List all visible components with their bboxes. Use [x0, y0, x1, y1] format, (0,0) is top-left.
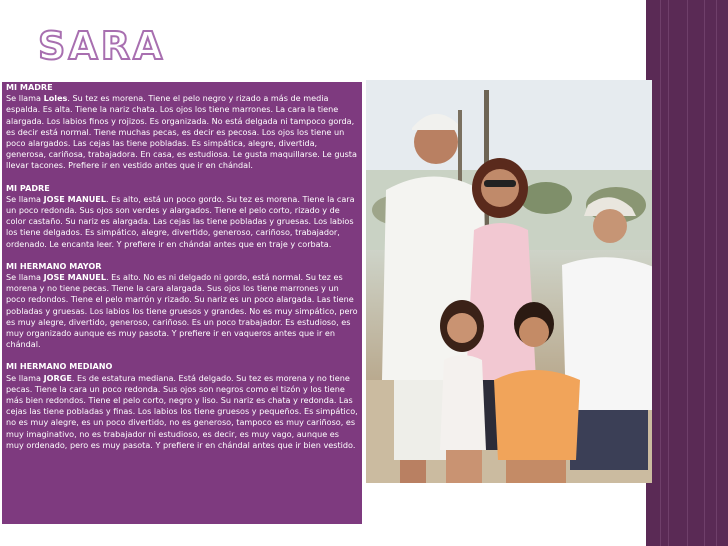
person-name: JOSE MANUEL — [43, 193, 106, 204]
description-panel — [2, 82, 362, 524]
section-hermano-mediano — [6, 361, 358, 451]
section-heading: MI MADRE — [6, 82, 53, 92]
section-text: Se llama Loles. Su tez es morena. Tiene el pelo negro y rizado a más de media espalda. Es alta. Tiene la nariz chata. Los ojos los tiene marrones. La cara la tiene alargada. Los labios finos y rojizos. Es organizada. No está delgada ni tampoco gorda, es decir está normal. Tiene muchas pecas, es decir es pecosa. Los ojos los tiene un poco alargados. Las cejas las tiene pobladas. Es simpática, alegre, divertida, generosa, cariñosa, trabajadora. En casa, es estudiosa. Le gusta maquillarse. Le gusta llevar tacones. Prefiere ir en vestido antes que ir en chándal. — [6, 93, 357, 171]
person-name: JORGE — [43, 372, 72, 383]
section-hermano-mayor — [6, 261, 358, 351]
section-padre — [6, 183, 358, 250]
section-heading: MI HERMANO MEDIANO — [6, 361, 113, 372]
person-name: JOSE MANUEL — [43, 272, 106, 283]
section-text: Se llama JOSE MANUEL. Es alto, está un poco gordo. Su tez es morena. Tiene la cara un poco redonda. Sus ojos son verdes y alargados. Tiene el pelo corto, rizado y de color castaño. Su nariz es alargada. Las cejas las tiene pobladas y gruesas. Los labios los tiene delgados. Es simpático, alegre, divertido, generoso, cariñoso, trabajador, ordenado. Le encanta leer. Y prefiere ir en chándal antes que en traje y corbata. — [6, 193, 355, 249]
family-photo — [366, 80, 652, 483]
decorative-right-band — [646, 0, 728, 546]
section-text: Se llama JORGE. Es de estatura mediana. Está delgado. Su tez es morena y no tiene pecas. Tiene la cara un poco redonda. Sus ojos son negros como el tizón y los tiene más bien redondos. Tiene el pelo corto, negro y liso. Su nariz es chata y redonda. Las cejas las tiene pobladas y finas. Los labios los tiene gruesos y pequeños. Es simpático, no es muy alegre, es un poco divertido, no es generoso, tampoco es muy cariñoso, es muy imaginativo, no es trabajador ni estudioso, es decir, es muy vago, aunque es muy ordenado, pero es muy pasota. Y prefiere ir en chándal antes que ir bien vestido. — [6, 372, 358, 450]
section-text: Se llama JOSE MANUEL. Es alto. No es ni delgado ni gordo, está normal. Su tez es morena y no tiene pecas. Tiene la cara alargada. Sus ojos los tiene marrones y un poco redondos. Tiene el pelo marrón y rizado. Su nariz es un poco alargada. Las tiene pobladas y gruesas. Los labios los tiene gruesos y grandes. No es muy simpático, pero es muy alegre, divertido, generoso, cariñoso. Es un poco trabajador. Es estudioso, es muy organizado aunque es muy pasota. Y prefiere ir en vaqueros antes que ir en chándal. — [6, 272, 358, 350]
slide-title: SARA — [38, 24, 166, 68]
section-heading: MI PADRE — [6, 182, 50, 193]
section-madre — [6, 82, 358, 172]
section-heading: MI HERMANO MAYOR — [6, 260, 102, 271]
person-name: Loles — [43, 93, 68, 104]
